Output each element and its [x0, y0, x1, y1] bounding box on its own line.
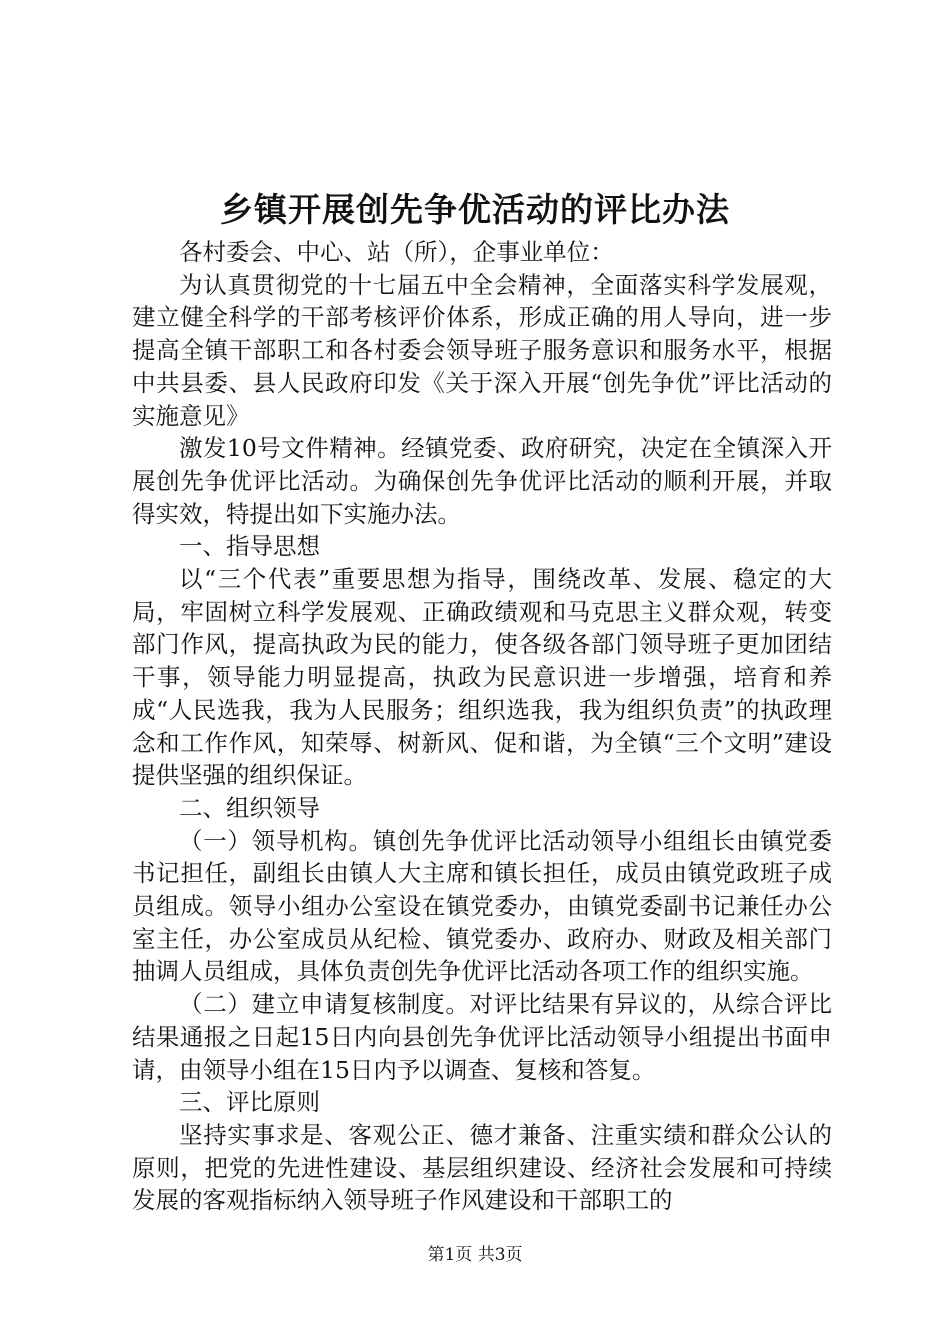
salutation: 各村委会、中心、站（所），企事业单位： — [179, 238, 614, 266]
document-body — [132, 236, 832, 1217]
paragraph-principles: 坚持实事求是、客观公正、德才兼备、注重实绩和群众公认的原则，把党的先进性建设、基层组织建设、经济社会发展和可持续发展的客观指标纳入领导班子作风建设和干部职工的 — [132, 1120, 832, 1215]
paragraph-intro: 为认真贯彻党的十七届五中全会精神，全面落实科学发展观，建立健全科学的干部考核评价体系，形成正确的用人导向，进一步提高全镇干部职工和各村委会领导班子服务意识和服务水平，根据中共县委、县人民政府印发《关于深入开展“创先争优”评比活动的实施意见》 — [132, 270, 832, 430]
paragraph-review-system: （二）建立申请复核制度。对评比结果有异议的，从综合评比结果通报之日起15日内向县创先争优评比活动领导小组提出书面申请，由领导小组在15日内予以调查、复核和答复。 — [132, 990, 832, 1084]
paragraph-leadership-body: （一）领导机构。镇创先争优评比活动领导小组组长由镇党委书记担任，副组长由镇人大主席和镇长担任，成员由镇党政班子成员组成。领导小组办公室设在镇党委办，由镇党委副书记兼任办公室主任，办公室成员从纪检、镇党委办、政府办、财政及相关部门抽调人员组成，具体负责创先争优评比活动各项工作的组织实施。 — [132, 826, 832, 986]
paragraph-intro-cont: 激发10号文件精神。经镇党委、政府研究，决定在全镇深入开展创先争优评比活动。为确保创先争优评比活动的顺利开展，并取得实效，特提出如下实施办法。 — [132, 434, 832, 528]
page-footer: 第1页 共3页 — [427, 1245, 523, 1265]
section-heading-2: 二、组织领导 — [179, 793, 320, 822]
paragraph-guiding-thought: 以“三个代表”重要思想为指导，围绕改革、发展、稳定的大局，牢固树立科学发展观、正确政绩观和马克思主义群众观，转变部门作风，提高执政为民的能力，使各级各部门领导班子更加团结干事，领导能力明显提高，执政为民意识进一步增强，培育和养成“人民选我，我为人民服务；组织选我，我为组织负责”的执政理念和工作作风，知荣辱、树新风、促和谐，为全镇“三个文明”建设提供坚强的组织保证。 — [132, 565, 832, 790]
document-title: 乡镇开展创先争优活动的评比办法 — [220, 190, 730, 229]
section-heading-3: 三、评比原则 — [179, 1088, 320, 1117]
section-heading-1: 一、指导思想 — [179, 532, 320, 561]
